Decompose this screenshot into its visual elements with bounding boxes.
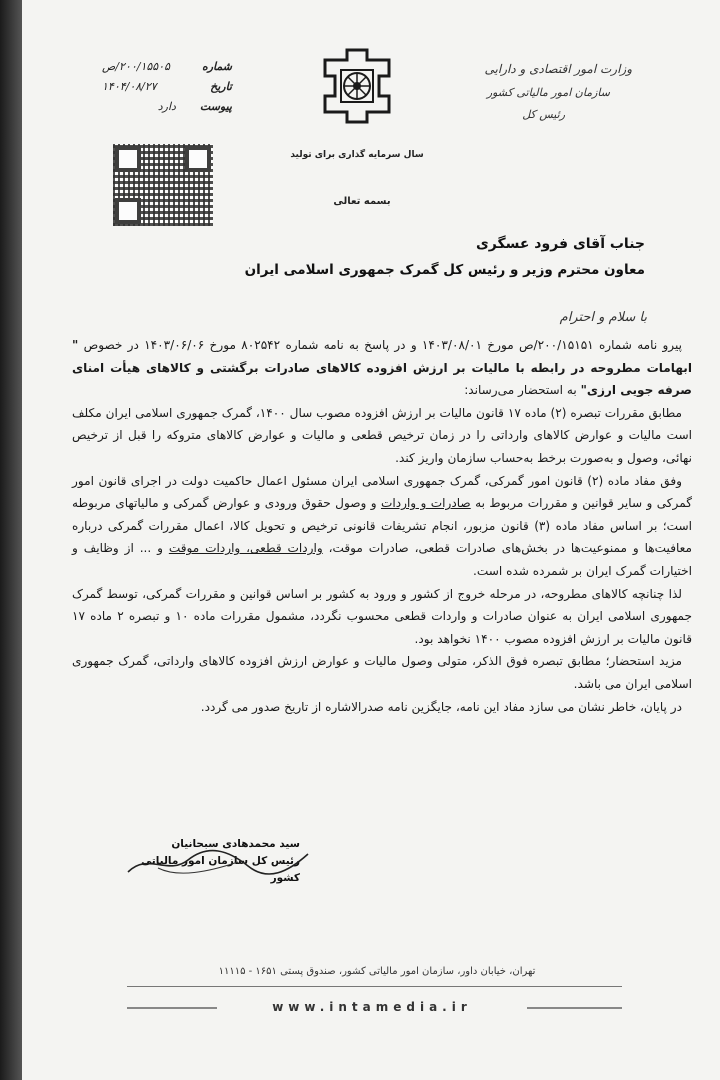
attachment-value: دارد <box>157 99 176 113</box>
paragraph-3-part-c: و ... از وظایف و اختیارات گمرک ایران بر شمرده شده است. <box>72 541 692 578</box>
paragraph-3-underline-2: واردات قطعی، واردات موقت <box>168 541 323 556</box>
paragraph-2: مطابق مقررات تبصره (۲) ماده ۱۷ قانون مالیات بر ارزش افزوده مصوب سال ۱۴۰۰، گمرک جمهوری اسلامی ایران مکلف است مالیات و عوارض کالاهای وارداتی را در زمان ترخیص قطعی و مالیات و عوارض کالاهای متروکه را قبل از ترخیص نهائی، وصول و به‌صورت برخط به‌حساب سازمان واریز کند. <box>72 405 692 465</box>
paragraph-6: در پایان، خاطر نشان می سازد مفاد این نامه، جایگزین نامه صدرالاشاره از تاریخ صدور می گردد. <box>200 699 682 714</box>
addressee-name: جناب آقای فرود عسگری <box>475 236 645 252</box>
ministry-line-3: رئیس کل <box>522 108 565 121</box>
paragraph-1-subject: " ابهامات مطروحه در رابطه با مالیات بر ارزش افزوده کالاهای صادرات برگشتی و کالاهای هیأت امنای صرفه جویی ارزی" <box>72 338 692 398</box>
letter-page <box>22 0 720 1080</box>
paragraph-3-underline-1: صادرات و واردات <box>380 496 471 511</box>
ministry-line-2: سازمان امور مالیاتی کشور <box>486 86 610 99</box>
paragraph-1 <box>72 334 692 402</box>
signatory-title: رئیس کل سازمان امور مالیاتی کشور <box>141 855 300 884</box>
signatory-name: سید محمدهادی سبحانیان <box>171 838 300 850</box>
letter-meta <box>102 56 232 116</box>
paragraph-3 <box>72 470 692 583</box>
year-slogan: سال سرمایه گذاری برای تولید <box>290 150 424 160</box>
qr-code-icon <box>113 144 213 226</box>
addressee-title: معاون محترم وزیر و رئیس کل گمرک جمهوری اسلامی ایران <box>244 262 645 278</box>
paragraph-3-part-a: وفق مفاد ماده (۲) قانون امور گمرکی، گمرک جمهوری اسلامی ایران مسئول اعمال حاکمیت دولت در اجرای قانون امور گمرکی و سایر قوانین و مقررات مربوط به <box>72 473 692 511</box>
footer-dash-left <box>127 1007 217 1009</box>
letter-body <box>72 334 692 718</box>
footer-divider <box>127 986 622 987</box>
attachment-label: پیوست <box>199 99 232 113</box>
tax-organization-logo-icon <box>317 46 397 126</box>
handwritten-signature-icon <box>118 842 318 882</box>
paragraph-5: مزید استحضار؛ مطابق تبصره فوق الذکر، متولی وصول مالیات و عوارض ارزش افزوده کالاهای وارداتی، گمرک جمهوری اسلامی ایران می باشد. <box>72 654 692 691</box>
paragraph-1-text: پیرو نامه شماره ۲۰۰/۱۵۱۵۱/ص مورخ ۱۴۰۳/۰۸/۰۱ و در پاسخ به نامه شماره ۸۰۲۵۴۲ مورخ ۱۴۰۳/۰۶/۰۶ در خصوص <box>83 338 682 352</box>
scan-edge-shadow <box>0 0 24 1080</box>
paragraph-4: لذا چنانچه کالاهای مطروحه، در مرحله خروج از کشور و ورود به کشور بر اساس قوانین و مقررات گمرکی، توسط گمرک جمهوری اسلامی ایران به عنوان صادرات و واردات قطعی محسوب نگردد، مشمول مقررات ماده ۱۰ و تبصره ۲ ماده ۱۷ قانون مالیات بر ارزش افزوده مصوب ۱۴۰۰ نخواهد بود. <box>72 586 692 646</box>
date-label: تاریخ <box>210 79 232 93</box>
footer-dash-right <box>527 1007 622 1009</box>
paragraph-3-part-b: و وصول حقوق ورودی و عوارض گمرکی و مالیاتهای مربوطه است؛ بر اساس مفاد ماده (۳) قانون مزبور، انجام تشریفات قانونی ترخیص و تحویل کالا، اعمال مقررات گمرکی درباره معافیت‌ها و ممنوعیت‌ها در بخش‌های صادرات قطعی، صادرات موقت، <box>72 496 692 556</box>
footer-address: تهران، خیابان داور، سازمان امور مالیاتی کشور، صندوق پستی ۱۶۵۱ - ۱۱۱۱۵ <box>218 966 536 977</box>
number-label: شماره <box>201 59 232 73</box>
basmala: بسمه تعالی <box>333 196 391 207</box>
ministry-line-1: وزارت امور اقتصادی و دارایی <box>484 62 632 76</box>
footer-website: www.intamedia.ir <box>272 1000 472 1014</box>
greeting: با سلام و احترام <box>559 310 647 325</box>
number-value: ۲۰۰/۱۵۵۰۵/ص <box>102 59 170 73</box>
date-value: ۱۴۰۴/۰۸/۲۷ <box>102 79 157 93</box>
paragraph-1-end: به استحضار می‌رساند: <box>464 383 577 398</box>
addressee-block <box>85 236 645 278</box>
